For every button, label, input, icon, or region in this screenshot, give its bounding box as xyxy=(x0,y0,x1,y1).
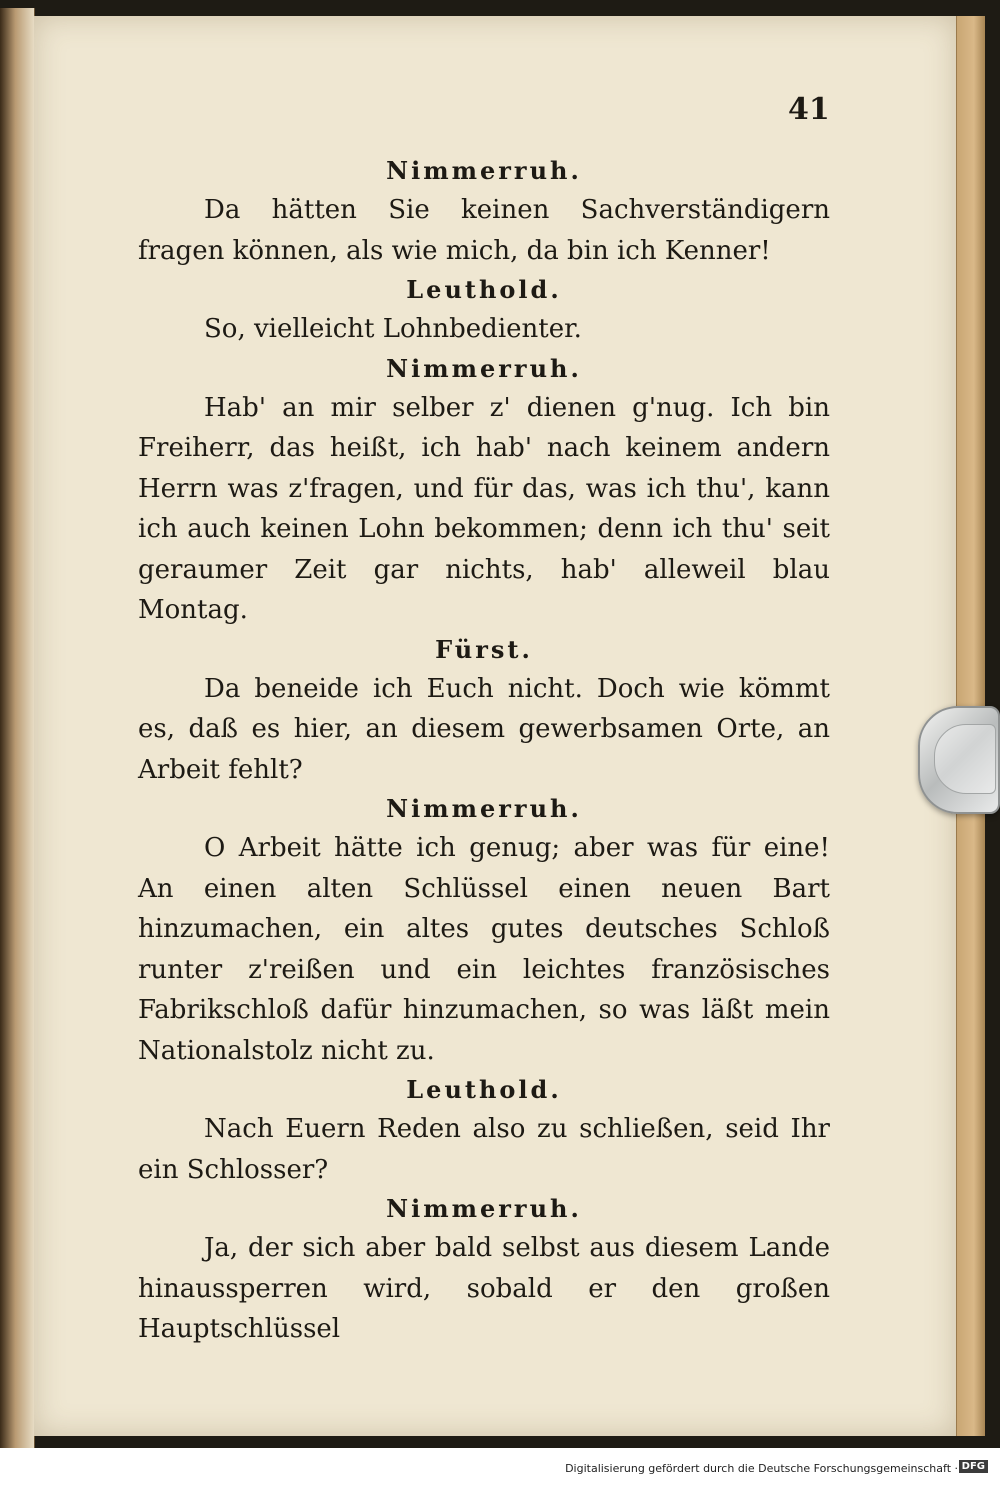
dialogue-paragraph: Nach Euern Reden also zu schließen, seid Ihr ein Schlosser? xyxy=(138,1114,830,1185)
dialogue-paragraph: Ja, der sich aber bald selbst aus diesem Lande hinaussperren wird, sobald er den großen Hauptschlüssel xyxy=(138,1233,830,1344)
speaker-name: Nimmerruh. xyxy=(386,156,582,185)
digitization-credit: Digitalisierung gefördert durch die Deutsche Forschungsgemeinschaft · xyxy=(565,1462,958,1475)
dialogue-paragraph: Hab' an mir selber z' dienen g'nug. Ich bin Freiherr, das heißt, ich hab' nach keinem andern Herrn was z'fragen, und für das, was ich thu', kann ich auch keinen Lohn bekommen; denn ich thu' seit geraumer Zeit gar nichts, hab' alleweil blau Montag. xyxy=(138,392,830,625)
speaker-name: Nimmerruh. xyxy=(386,1194,582,1223)
page-clip-icon xyxy=(918,706,1000,814)
dialogue-paragraph: So, vielleicht Lohnbedienter. xyxy=(204,314,582,344)
footer-bar xyxy=(0,1448,1000,1485)
dialogue-paragraph: Da hätten Sie keinen Sachverständigern fragen können, als wie mich, da bin ich Kenner! xyxy=(138,195,830,266)
page-body xyxy=(138,152,830,1350)
speaker-name: Nimmerruh. xyxy=(386,353,582,383)
speaker-name: Nimmerruh. xyxy=(386,794,582,823)
page-number: 41 xyxy=(788,92,830,127)
book-left-edge xyxy=(0,8,35,1450)
speaker-name: Leuthold. xyxy=(406,275,562,304)
page-clip-inner xyxy=(934,724,996,794)
speaker-name: Fürst. xyxy=(435,634,533,664)
dialogue-paragraph: Da beneide ich Euch nicht. Doch wie kömmt es, daß es hier, an diesem gewerbsamen Orte, an Arbeit fehlt? xyxy=(138,673,830,785)
dialogue-paragraph: O Arbeit hätte ich genug; aber was für eine! An einen alten Schlüssel einen neuen Bart hinzumachen, ein altes gutes deutsches Schloß runter z'reißen und ein leichtes französisches Fabrikschloß dafür hinzumachen, so was läßt mein Nationalstolz nicht zu. xyxy=(138,833,830,1066)
speaker-name: Leuthold. xyxy=(406,1075,562,1104)
dfg-logo: DFG xyxy=(959,1460,988,1473)
